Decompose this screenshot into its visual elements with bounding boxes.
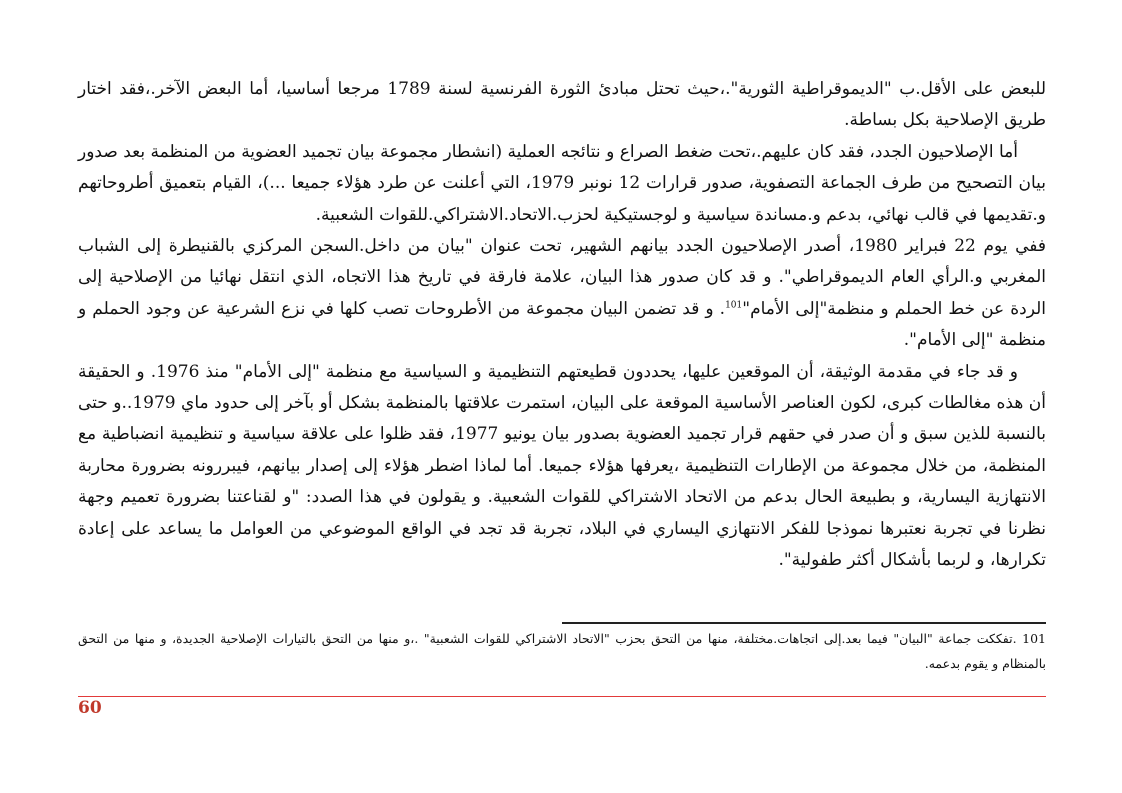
footnote-separator: [562, 622, 1046, 624]
paragraph-3-text: ففي يوم 22 فبراير 1980، أصدر الإصلاحيون الجدد بيانهم الشهير، تحت عنوان "بيان من داخل.السجن المركزي بالقنيطرة إلى الشباب المغربي و.الرأي العام الديموقراطي". و قد كان صدور هذا البيان، علامة فارقة في تاريخ هذا الاتجاه، الذي انتقل نهائيا من الإصلاحية إلى الردة عن خط الحملم و منظمة"إلى الأمام": [78, 236, 1047, 319]
page-body: [78, 74, 1046, 577]
paragraph-1: للبعض على الأقل.ب "الديموقراطية الثورية".،حيث تحتل مبادئ الثورة الفرنسية لسنة 1789 مرجعا أساسيا، أما البعض الآخر.،فقد اختار طريق الإصلاحية بكل بساطة.: [78, 79, 1046, 131]
paragraph-2: أما الإصلاحيون الجدد، فقد كان عليهم.،تحت ضغط الصراع و نتائجه العملية (انشطار مجموعة بيان تجميد العضوية من المنظمة بعد صدور بيان التصحيح من طرف الجماعة التصفوية، صدور قرارات 12 نونبر 1979، التي أعلنت عن طرد هؤلاء جميعا ...)، القيام بتعميق أطروحاتهم و.تقديمها في قالب نهائي، بدعم و.مساندة سياسية و لوجستيكية لحزب.الاتحاد.الاشتراكي.للقوات الشعبية.: [78, 141, 1047, 225]
footnote-text: .تفككت جماعة "البيان" فيما بعد.إلى اتجاهات.مختلفة، منها من التحق بحزب "الاتحاد الاشتراكي للقوات الشعبية" .،و منها من التحق بالتيارات الإصلاحية الجديدة، و منها من التحق بالمنظام و يقوم بدعمه.: [78, 631, 1046, 671]
footnote-number: 101: [1022, 631, 1046, 646]
footnote: [78, 626, 1046, 676]
page-footer-rule: [78, 696, 1046, 697]
paragraph-3: [78, 231, 1046, 357]
footnote-reference[interactable]: 101: [725, 300, 743, 311]
page-number: 60: [78, 698, 102, 718]
paragraph-3-text-after: . و قد تضمن البيان مجموعة من الأطروحات تصب كلها في نزع الشرعية عن وجود الحملم و منظمة "إلى الأمام".: [78, 298, 1046, 351]
paragraph-4: و قد جاء في مقدمة الوثيقة، أن الموقعين عليها، يحددون قطيعتهم التنظيمية و السياسية مع منظمة "إلى الأمام" منذ 1976. و الحقيقة أن هذه مغالطات كبرى، لكون العناصر الأساسية الموقعة على البيان، استمرت علاقتها بالمنظمة بشكل أو بآخر إلى حدود ماي 1979..و حتى بالنسبة للذين سبق و أن صدر في حقهم قرار تجميد العضوية بصدور بيان يونيو 1977، فقد ظلوا على علاقة سياسية و تنظيمية انضباطية مع المنظمة، من خلال مجموعة من الإطارات التنظيمية ،يعرفها هؤلاء جميعا. أما لماذا اضطر هؤلاء إلى إصدار بيانهم، فيبررونه بضرورة محاربة الانتهازية اليسارية، و بطبيعة الحال بدعم من الاتحاد الاشتراكي للقوات الشعبية. و يقولون في هذا الصدد: "و لقناعتنا بضرورة تعميم وجهة نظرنا في تجربة نعتبرها نموذجا للفكر الانتهازي اليساري في البلاد، تجربة قد تجد في الواقع الموضوعي من العوامل ما يساعد على إعادة تكرارها، و لربما بأشكال أكثر طفولية".: [78, 361, 1047, 571]
footnote-text-block: [78, 626, 1046, 676]
